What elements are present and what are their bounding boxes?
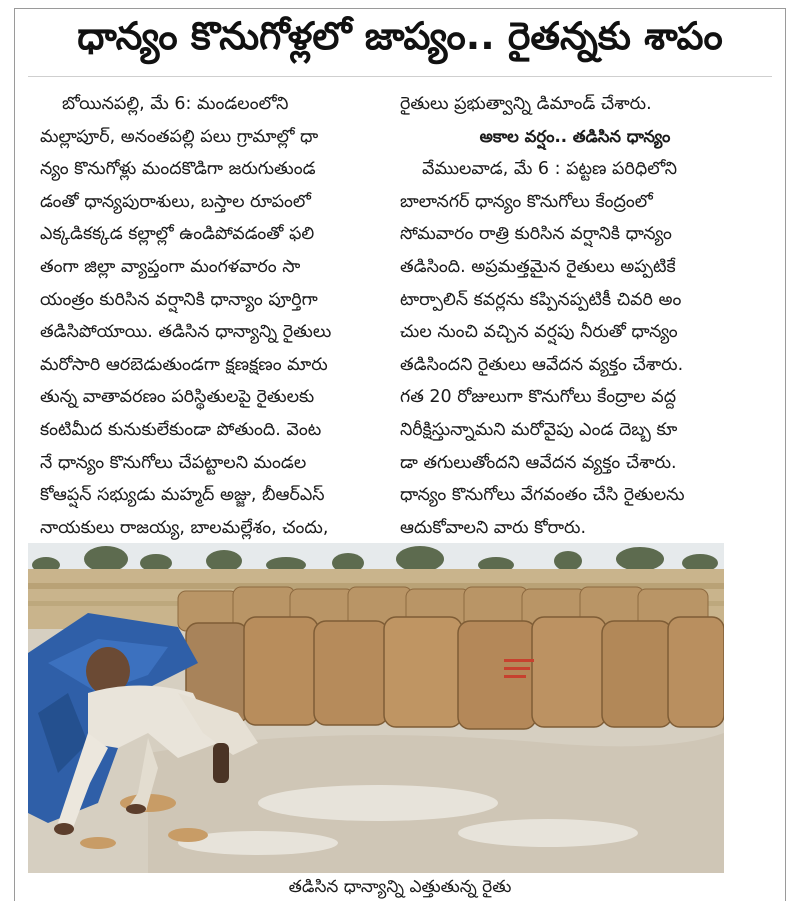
- text-line: రైతులు ప్రభుత్వాన్ని డిమాండ్ చేశారు.: [400, 94, 652, 114]
- text-line: వేములవాడ, మే 6 : పట్టణ పరిధిలోని: [422, 159, 678, 180]
- text-line: టార్పాలిన్ కవర్లను కప్పినప్పటికీ చివరి అం: [400, 289, 682, 310]
- headline-rule: [28, 76, 772, 77]
- text-line: ఎక్కడికక్కడ కల్లాల్లో ఉండిపోవడంతో ఫలి: [40, 224, 315, 245]
- text-line: నాయకులు రాజయ్య, బాలమల్లేశం, చందు,: [40, 517, 329, 538]
- text-line: గత 20 రోజులుగా కొనుగోలు కేంద్రాల వద్ద: [400, 387, 677, 408]
- text-line: ఆదుకోవాలని వారు కోరారు.: [400, 517, 587, 538]
- text-line: తడిసింది. అప్రమత్తమైన రైతులు అప్పటికే: [400, 256, 676, 277]
- text-line: నిరీక్షిస్తున్నామని మరోవైపు ఎండ దెబ్బ కూ: [400, 419, 678, 440]
- text-line: నే ధాన్యం కొనుగోలు చేపట్టాలని మండల: [40, 452, 307, 473]
- sub-heading: అకాల వర్షం.. తడిసిన ధాన్యం: [479, 126, 671, 146]
- text-line: తడిసిపోయాయి. తడిసిన ధాన్యాన్ని రైతులు: [40, 322, 332, 343]
- text-line: ధాన్యం కొనుగోలు వేగవంతం చేసి రైతులను: [400, 485, 685, 506]
- text-line: మరోసారి ఆరబెడుతుండగా క్షణక్షణం మారు: [40, 354, 328, 375]
- text-line: యంత్రం కురిసిన వర్షానికి ధాన్యాం పూర్తిగా: [40, 289, 318, 310]
- photo-sacks-front: [186, 617, 724, 729]
- text-line: తడిసిందని రైతులు ఆవేదన వ్యక్తం చేశారు.: [400, 354, 684, 375]
- text-line: బాలానగర్ ధాన్యం కొనుగోలు కేంద్రంలో: [400, 191, 653, 212]
- right-column: [400, 88, 750, 544]
- text-line: తున్న వాతావరణం పరిస్థితులపై రైతులకు: [40, 387, 315, 408]
- text-line: డంతో ధాన్యపురాశులు, బస్తాల రూపంలో: [40, 191, 311, 212]
- farmer-with-wet-grain-photo: [28, 543, 724, 873]
- text-line: మల్లాపూర్, అనంతపల్లి పలు గ్రామాల్లో ధా: [40, 126, 319, 147]
- news-photo: [28, 543, 724, 873]
- article-headline: ధాన్యం కొనుగోళ్లలో జాప్యం.. రైతన్నకు శాపం: [77, 14, 723, 58]
- text-line: బోయినపల్లి, మే 6: మండలంలోని: [62, 94, 289, 114]
- photo-caption: తడిసిన ధాన్యాన్ని ఎత్తుతున్న రైతు: [288, 877, 512, 897]
- text-line: కంటిమీద కునుకులేకుండా పోతుంది. వెంట: [40, 419, 322, 440]
- text-line: డా తగులుతోందని ఆవేదన వ్యక్తం చేశారు.: [400, 452, 677, 473]
- text-line: కోఆప్షన్ సభ్యుడు మహ్మద్ అజ్జు, బీఆర్ఎస్: [40, 485, 325, 506]
- text-line: న్యం కొనుగోళ్లు మందకొడిగా జరుగుతుండ: [40, 159, 316, 180]
- left-column: [40, 88, 402, 544]
- text-line: చుల నుంచి వచ్చిన వర్షపు నీరుతో ధాన్యం: [400, 322, 678, 343]
- text-line: తంగా జిల్లా వ్యాప్తంగా మంగళవారం సా: [40, 256, 301, 277]
- text-line: సోమవారం రాత్రి కురిసిన వర్షానికి ధాన్యం: [400, 224, 672, 245]
